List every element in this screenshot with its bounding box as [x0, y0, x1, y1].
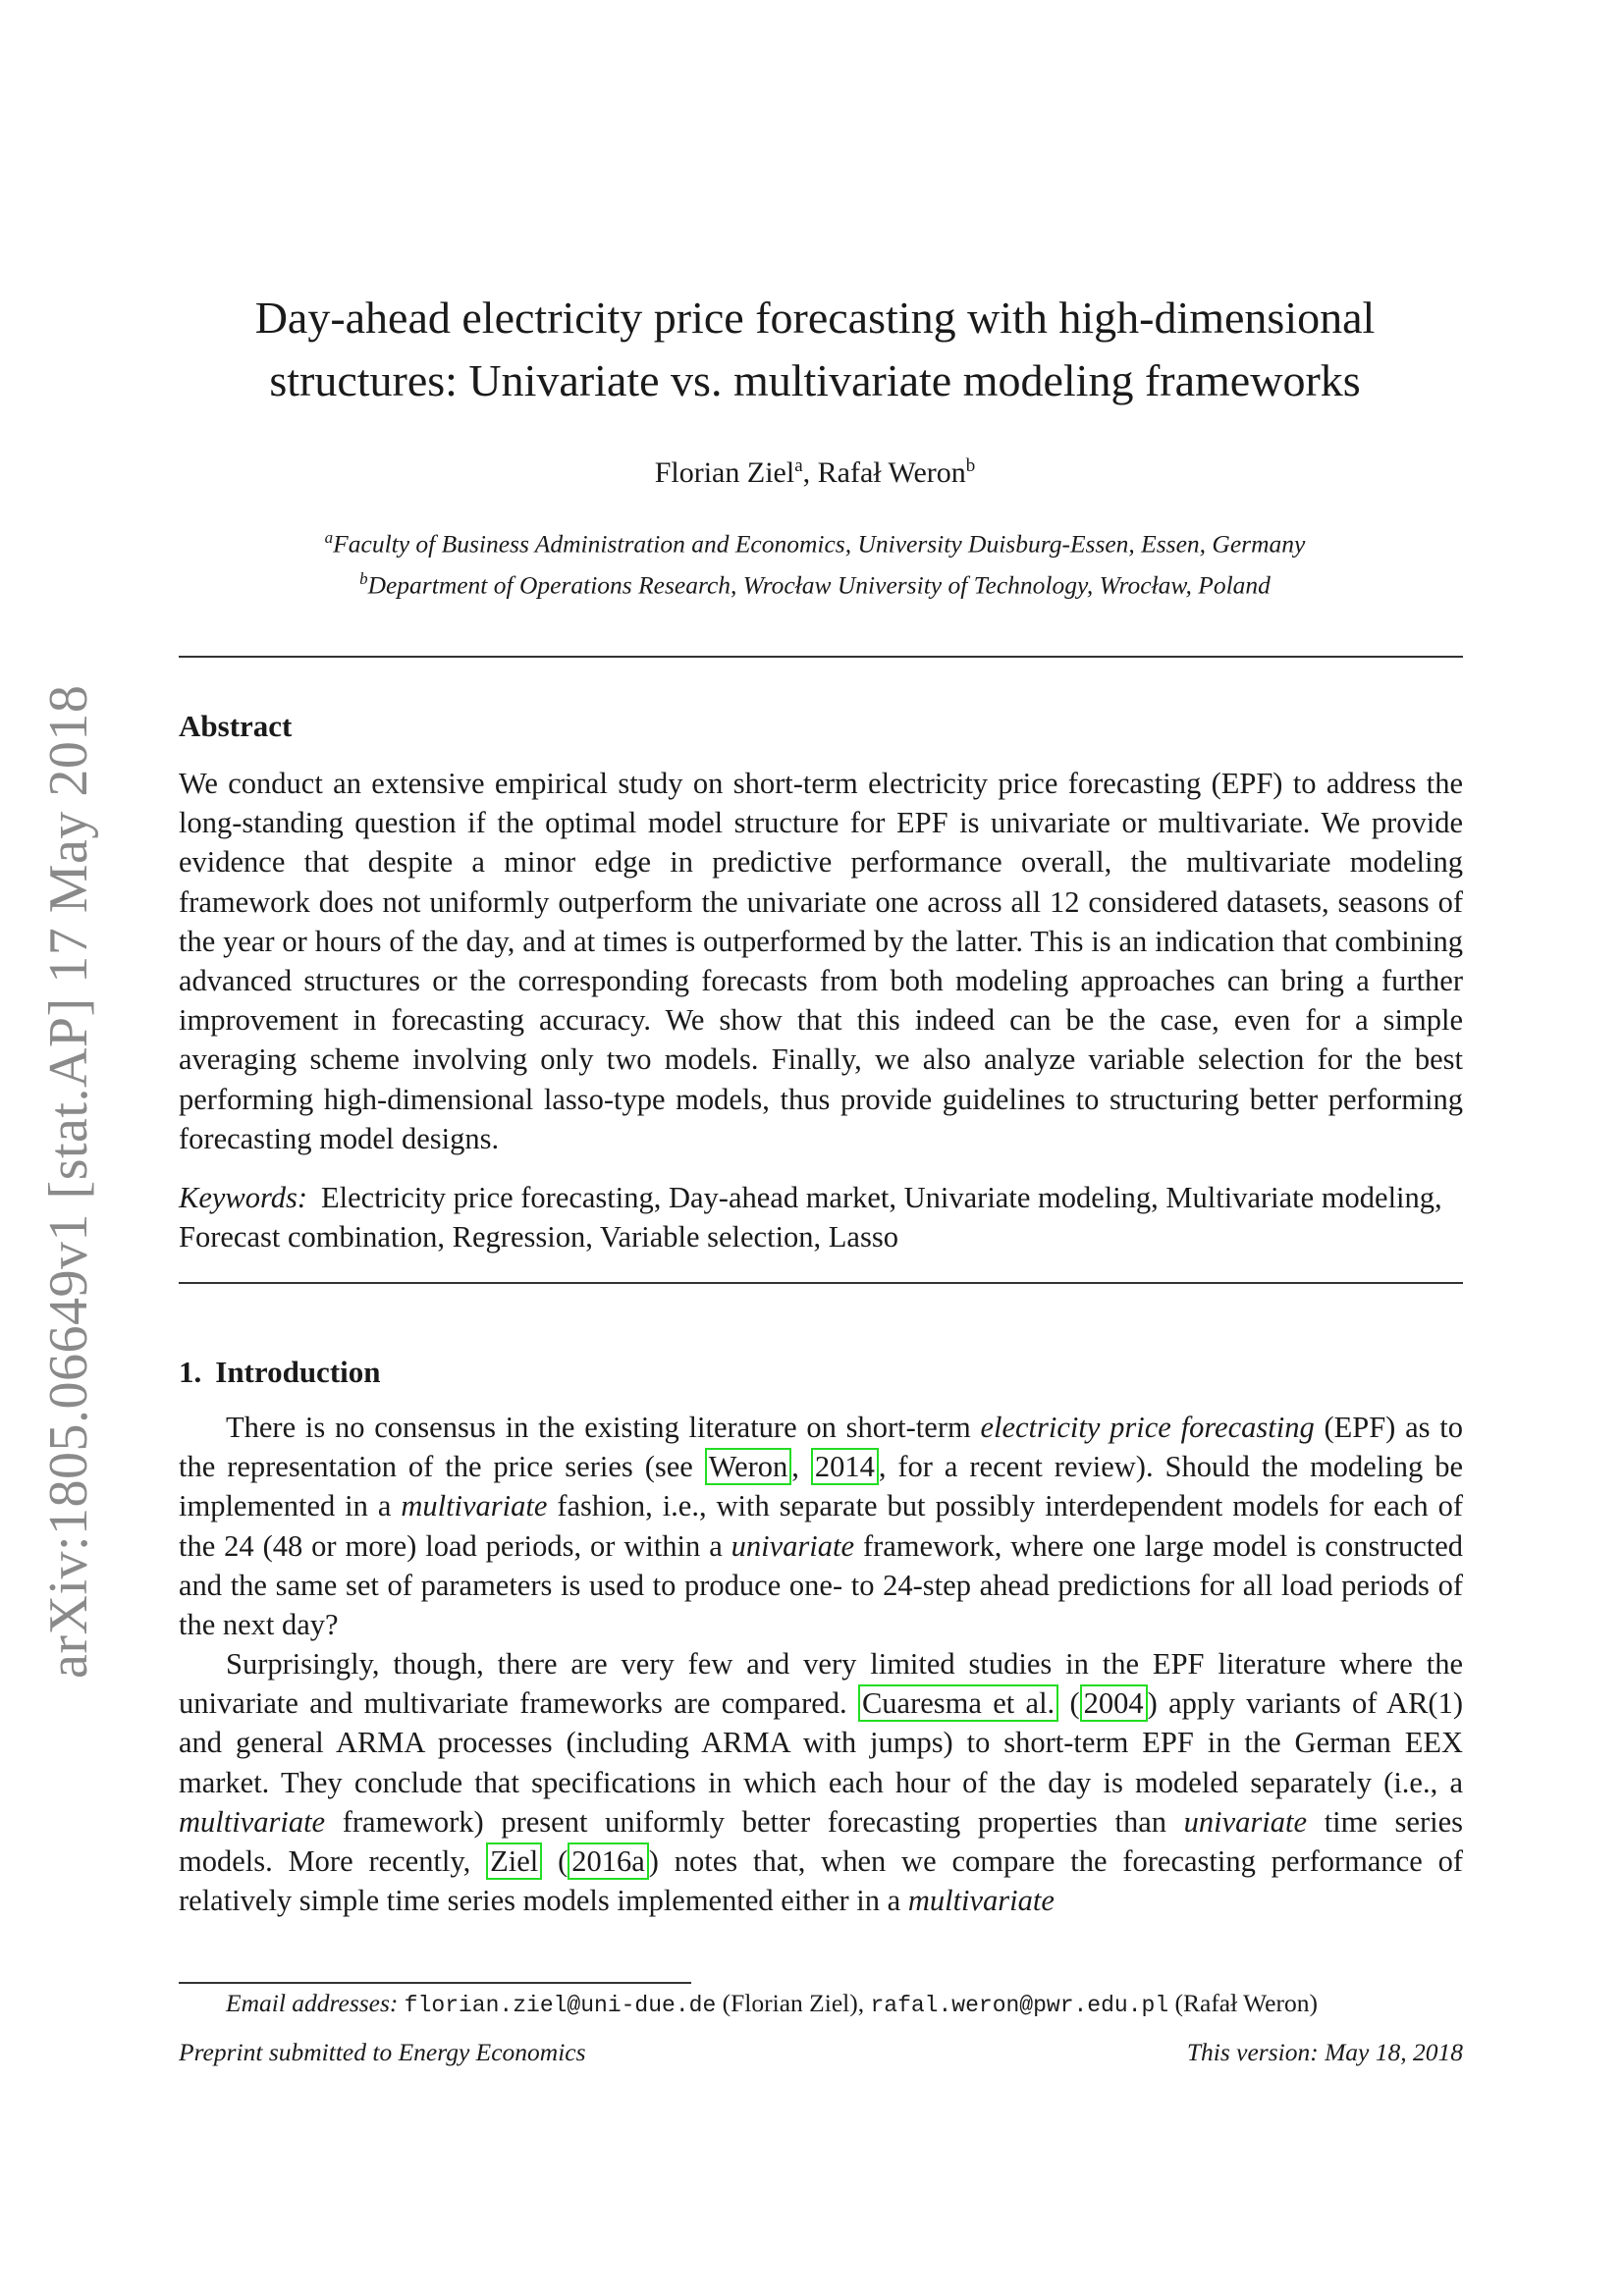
emphasis: univariate [1183, 1804, 1308, 1839]
abstract-top-rule [179, 656, 1463, 658]
paper-title [177, 287, 1453, 412]
text-run: (EPF) as to the representation of the price series (see [179, 1411, 1463, 1484]
emphasis: univariate [731, 1528, 855, 1563]
affiliations [177, 520, 1453, 602]
emphasis: electricity price forecasting [980, 1411, 1315, 1444]
abstract-body: We conduct an extensive empirical study on short-term electricity price forecasting (EPF) to address the long-standing question if the optimal model structure for EPF is univariate or multivariate. We provide evidence that despite a minor edge in predictive performance overall, the multivariate modeling framework does not uniformly outperform the univariate one across all 12 considered datasets, seasons of the year or hours of the day, and at times is outperformed by the latter. This is an indication that combining advanced structures or the corresponding forecasts from both modeling approaches can bring a further improvement in forecasting accuracy. We show that this indeed can be the case, even for a simple averaging scheme involving only two models. Finally, we also analyze variable selection for the best performing high-dimensional lasso-type models, thus provide guidelines to structuring better performing forecasting model designs. [179, 767, 1463, 1155]
section-title: Introduction [215, 1355, 381, 1389]
title-line-1: Day-ahead electricity price forecasting with high-dimensional [254, 293, 1376, 343]
citation-link[interactable]: 2004 [1080, 1684, 1148, 1722]
text-run: , for a recent review). Should the modeling be implemented in a [179, 1450, 1463, 1523]
footnote-rule [179, 1982, 691, 1984]
author-name: Florian Ziel [654, 456, 795, 489]
text-run: framework) present uniformly better forecasting properties than [325, 1804, 1184, 1839]
keywords [179, 1178, 1463, 1256]
emphasis: multivariate [179, 1804, 326, 1839]
text-run: ) notes that, when we compare the forecasting performance of relatively simple time series models implemented either in a [179, 1844, 1463, 1918]
section-number: 1. [179, 1355, 202, 1389]
citation-link[interactable]: Weron [705, 1448, 792, 1485]
affiliation-mark: a [324, 528, 334, 547]
citation-link[interactable]: 2016a [568, 1842, 649, 1880]
affiliation-mark: a [794, 455, 803, 476]
title-line-2: structures: Univariate vs. multivariate modeling frameworks [269, 355, 1361, 405]
text-run: There is no consensus in the existing literature on short-term [226, 1411, 981, 1444]
text-run: ) apply variants of AR(1) and general ARMA processes (including ARMA with jumps) to short-term EPF in the German EEX market. They conclude that specifications in which each hour of the day is modeled separately (i.e., a [179, 1686, 1463, 1799]
affiliation-line [177, 520, 1453, 561]
footer-version-date: This version: May 18, 2018 [1186, 2038, 1463, 2066]
keywords-text: Electricity price forecasting, Day-ahead market, Univariate modeling, Multivariate modeling, Forecast combination, Regression, Variable selection, Lasso [179, 1181, 1442, 1255]
text-run: fashion, i.e., with separate but possibly interdependent models for each of the 24 (48 or more) load periods, or within a [179, 1489, 1463, 1563]
arxiv-identifier-stamp: arXiv:1805.06649v1 [stat.AP] 17 May 2018 [38, 684, 99, 1679]
citation-link[interactable]: Ziel [486, 1842, 542, 1880]
author-list [177, 455, 1453, 490]
text-run: time series models. More recently, [179, 1804, 1463, 1879]
author-name: Rafał Weron [817, 456, 966, 489]
text-run: ( [542, 1844, 568, 1879]
email-link[interactable]: florian.ziel@uni-due.de [404, 1993, 717, 2018]
affiliation-text: Department of Operations Research, Wrocław University of Technology, Wrocław, Poland [367, 570, 1271, 599]
affiliation-mark: b [359, 568, 368, 588]
author-separator: , [802, 456, 818, 489]
affiliation-text: Faculty of Business Administration and Economics, University Duisburg-Essen, Essen, Germany [333, 529, 1306, 559]
emphasis: multivariate [907, 1884, 1055, 1918]
email-owner: (Rafał Weron) [1174, 1989, 1318, 2017]
intro-paragraph-2 [179, 1644, 1463, 1920]
emphasis: multivariate [401, 1489, 548, 1523]
text-run: , [791, 1450, 811, 1484]
citation-link[interactable]: 2014 [811, 1448, 879, 1485]
citation-link[interactable]: Cuaresma et al. [858, 1684, 1058, 1722]
keywords-label: Keywords: [179, 1181, 308, 1214]
abstract-heading: Abstract [179, 709, 293, 743]
footnote-label: Email addresses: [226, 1989, 399, 2017]
affiliation-mark: b [965, 455, 976, 476]
text-run: Surprisingly, though, there are very few and very limited studies in the EPF literature where the univariate and multivariate frameworks are compared. [179, 1647, 1463, 1721]
footnote-emails [226, 1989, 1318, 2018]
section-heading-introduction [179, 1355, 381, 1390]
footer-submission-note: Preprint submitted to Energy Economics [179, 2038, 586, 2066]
abstract-bottom-rule [179, 1282, 1463, 1284]
affiliation-line [177, 561, 1453, 603]
text-run: framework, where one large model is constructed and the same set of parameters is used to produce one- to 24-step ahead predictions for all load periods of the next day? [179, 1528, 1463, 1642]
text-run: ( [1058, 1686, 1080, 1721]
email-owner: (Florian Ziel), [722, 1989, 865, 2017]
intro-paragraph-1 [179, 1408, 1463, 1644]
email-link[interactable]: rafal.weron@pwr.edu.pl [870, 1993, 1169, 2018]
